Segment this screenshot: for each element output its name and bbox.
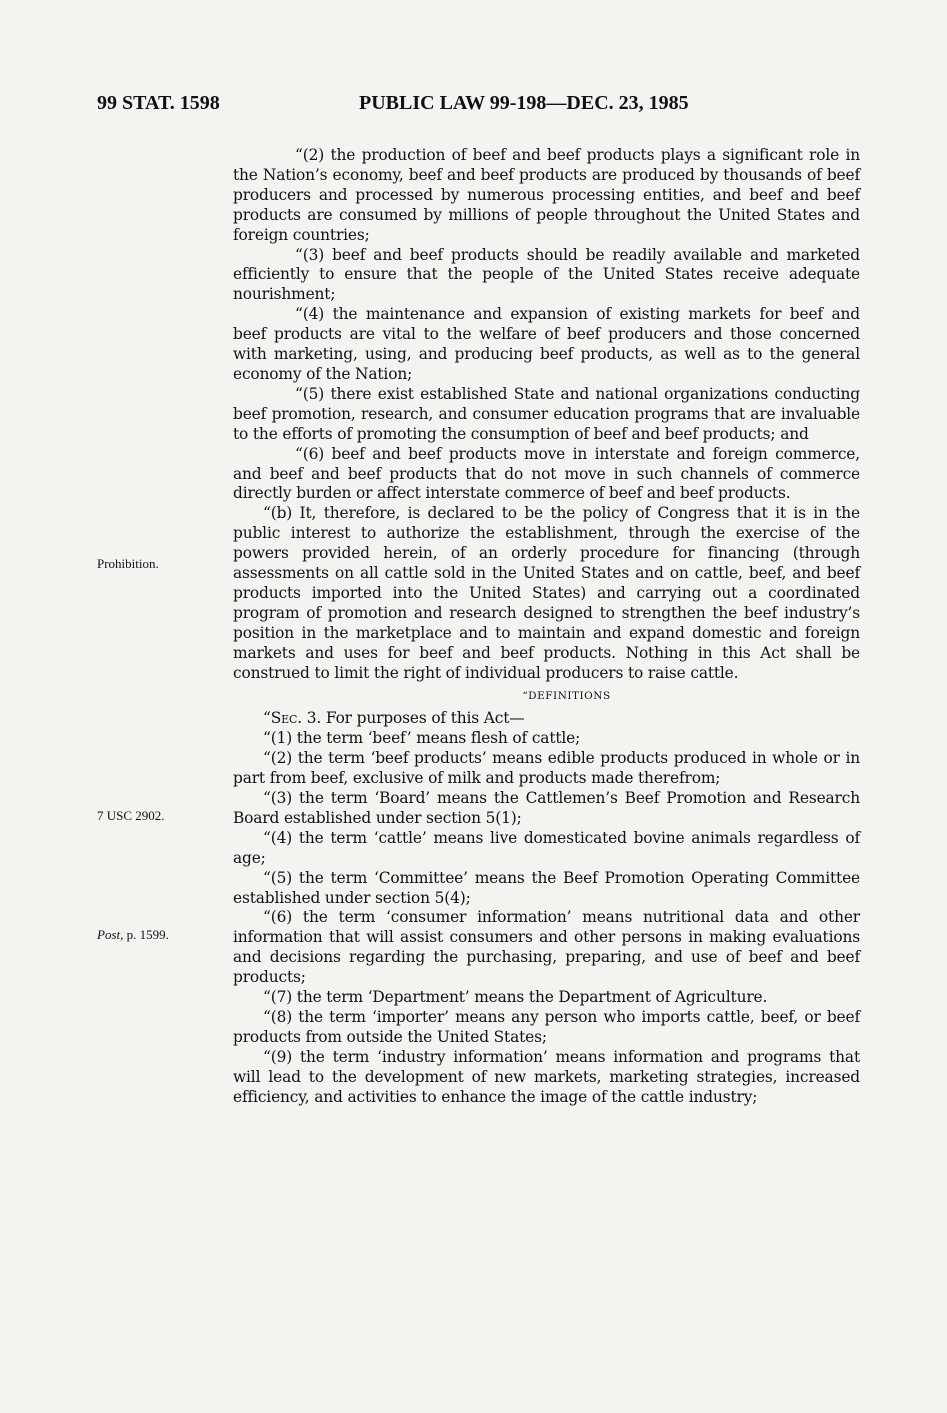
section-3-intro (233, 709, 860, 729)
definition-6: “(6) the term ‘consumer information’ means nutritional data and other information that will assist consumers and other persons in making evaluations and decisions regarding the purchasing, preparing, and use of beef and beef products; (233, 908, 860, 987)
paragraph-6: “(6) beef and beef products move in interstate and foreign commerce, and beef and beef products that do not move in such channels of commerce directly burden or affect interstate commerce of beef and beef products. (233, 444, 860, 503)
paragraph-3: “(3) beef and beef products should be readily available and marketed efficiently to ensure that the people of the United States receive adequate nourishment; (233, 245, 860, 304)
definition-9: “(9) the term ‘industry information’ means information and programs that will lead to the development of new markets, marketing strategies, increased efficiency, and activities to enhance the image of the cattle industry; (233, 1047, 860, 1106)
section-3-text: For purposes of this Act— (321, 709, 525, 728)
definition-1: “(1) the term ‘beef’ means flesh of cattle; (263, 729, 581, 748)
section-3-label: “Sec. 3. (263, 709, 322, 728)
definition-3: “(3) the term ‘Board’ means the Cattlemen’s Beef Promotion and Research Board established under section 5(1); (233, 789, 860, 827)
margin-note-post-page: p. 1599. (123, 927, 169, 942)
public-law-title: PUBLIC LAW 99-198—DEC. 23, 1985 (359, 92, 689, 114)
definition-8: “(8) the term ‘importer’ means any person who imports cattle, beef, or beef products from outside the United States; (233, 1007, 860, 1046)
definition-2: “(2) the term ‘beef products’ means edible products produced in whole or in part from beef, exclusive of milk and products made therefrom; (233, 749, 860, 788)
law-body-text (233, 146, 860, 1108)
definition-7: “(7) the term ‘Department’ means the Department of Agriculture. (263, 988, 768, 1007)
margin-note-post-italic: Post, (97, 927, 124, 942)
statute-page-number: 99 STAT. 1598 (97, 92, 220, 114)
definition-4: “(4) the term ‘cattle’ means live domesticated bovine animals regardless of age; (233, 828, 860, 867)
paragraph-5: “(5) there exist established State and national organizations conducting beef promotion, research, and consumer education programs that are invaluable to the efforts of promoting the consumption of beef and beef products; and (233, 384, 860, 443)
definition-5: “(5) the term ‘Committee’ means the Beef Promotion Operating Committee established under section 5(4); (233, 868, 860, 907)
paragraph-b: “(b) It, therefore, is declared to be the policy of Congress that it is in the public interest to authorize the establishment, through the exercise of the powers provided herein, of an orderly procedure for financing (through assessments on all cattle sold in the United States and on cattle, beef, and beef products imported into the United States) and carrying out a coordinated program of promotion and research designed to strengthen the beef industry’s position in the marketplace and to maintain and expand domestic and foreign markets and uses for beef and beef products. Nothing in this Act shall be construed to limit the right of individual producers to raise cattle. (233, 504, 860, 682)
margin-note-prohibition: Prohibition. (97, 556, 159, 571)
paragraph-4: “(4) the maintenance and expansion of existing markets for beef and beef products are vital to the welfare of beef producers and those concerned with marketing, using, and producing beef products, as well as to the general economy of the Nation; (233, 305, 860, 383)
definitions-heading: “DEFINITIONS (522, 690, 611, 703)
margin-note-post (97, 927, 169, 943)
paragraph-2: “(2) the production of beef and beef products plays a significant role in the Nation’s economy, beef and beef products are produced by thousands of beef producers and processed by numerous processing entities, and beef and beef products are consumed by millions of people throughout the United States and foreign countries; (233, 146, 860, 244)
margin-note-usc: 7 USC 2902. (97, 808, 165, 823)
